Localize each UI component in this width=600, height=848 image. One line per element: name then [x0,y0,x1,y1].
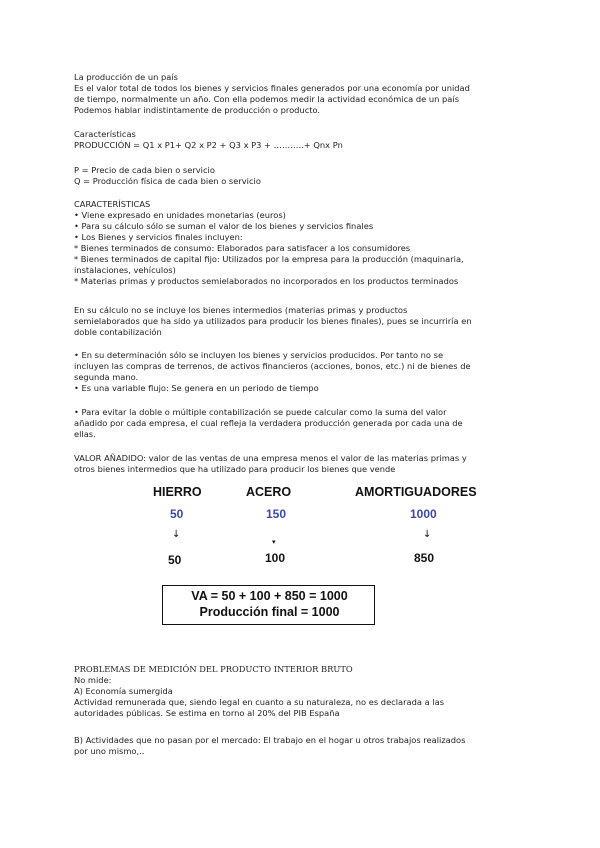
evitar-line-1: • Para evitar la doble o múltiple contabilización se puede calcular como la suma del valor [74,407,447,417]
valor-anadido-section [74,453,534,475]
diagram-va-acero: 100 [265,551,286,565]
intro-line-2: de tiempo, normalmente un año. Con ella podemos medir la actividad económica de un país [74,94,460,104]
intro-title: La producción de un país [74,72,178,82]
problemas-b-section [74,735,534,757]
caracteristicas-section [74,199,534,287]
caracteristicas-line-2: • Para su cálculo sólo se suman el valor de los bienes y servicios finales [74,221,374,231]
intermedios-line-3: doble contabilización [74,327,162,337]
diagram-va-amortiguadores: 850 [414,551,435,565]
evitar-line-3: ellas. [74,429,96,439]
caracteristicas-line-6: instalaciones, vehículos) [74,265,176,275]
intermedios-line-2: semielaborados que ha sido ya utilizados para producir los bienes finales), pues se incurriría en [74,316,472,326]
problemas-line-2: A) Economía sumergida [74,686,173,696]
formula-heading: Características [74,129,136,139]
formula-section [74,129,534,151]
produccion-final-line: Producción final = 1000 [199,605,340,619]
determinacion-line-4: • Es una variable flujo: Se genera en un periodo de tiempo [74,383,319,393]
problemas-line-1: No mide: [74,675,112,685]
caracteristicas-line-4: * Bienes terminados de consumo: Elaborados para satisfacer a los consumidores [74,243,411,253]
diagram-sales-amortiguadores: 1000 [410,507,437,521]
problemas-line-4: autoridades públicas. Se estima en torno al 20% del PIB España [74,708,340,718]
va-summary-box [162,585,375,625]
definitions-section [74,165,534,187]
caracteristicas-heading: CARACTERÍSTICAS [74,199,151,209]
problemas-b-line-1: B) Actividades que no pasan por el mercado: El trabajo en el hogar u otros trabajos realizados [74,735,466,745]
determinacion-section [74,350,534,394]
arrow-down-icon: ↓ [172,529,181,540]
arrow-down-icon: ↓ [423,529,432,540]
intermedios-section [74,305,534,338]
diagram-va-hierro: 50 [168,553,182,567]
valor-anadido-line-2: otros bienes intermedios que ha utilizado para producir los bienes que vende [74,464,396,474]
diagram-label-amortiguadores: AMORTIGUADORES [355,485,477,499]
intermedios-line-1: En su cálculo no se incluye los bienes intermedios (materias primas y productos [74,305,408,315]
va-sum-line: VA = 50 + 100 + 850 = 1000 [191,589,348,603]
caracteristicas-line-3: • Los Bienes y servicios finales incluyen: [74,232,243,242]
determinacion-line-2: incluyen las compras de terrenos, de activos financieros (acciones, bonos, etc.) ni de bienes de [74,361,471,371]
caracteristicas-line-1: • Viene expresado en unidades monetarias (euros) [74,210,286,220]
caracteristicas-line-7: * Materias primas y productos semielaborados no incorporados en los productos terminados [74,276,459,286]
intro-line-1: Es el valor total de todos los bienes y servicios finales generados por una economía por unidad [74,83,470,93]
formula-text: PRODUCCIÓN = Q1 x P1+ Q2 x P2 + Q3 x P3 + ………..+ Qnx Pn [74,140,343,150]
evitar-line-2: añadido por cada empresa, el cual refleja la verdadera producción generada por cada una de [74,418,463,428]
problemas-line-3: Actividad remunerada que, siendo legal en cuanto a su naturaleza, no es declarada a las [74,697,445,707]
problemas-heading: PROBLEMAS DE MEDICIÓN DEL PRODUCTO INTERIOR BRUTO [74,664,353,674]
problemas-b-line-2: por uno mismo,.. [74,746,145,756]
intro-section [74,72,534,116]
definition-q: Q = Producción física de cada bien o servicio [74,176,261,186]
arrow-down-icon: ▾ [272,538,276,546]
intro-line-3: Podemos hablar indistintamente de producción o producto. [74,105,321,115]
valor-anadido-line-1: VALOR AÑADIDO: valor de las ventas de una empresa menos el valor de las materias primas y [74,453,467,463]
caracteristicas-line-5: * Bienes terminados de capital fijo: Utilizados por la empresa para la producción (maquinaria, [74,254,464,264]
diagram-label-hierro: HIERRO [153,485,202,499]
determinacion-line-1: • En su determinación sólo se incluyen los bienes y servicios producidos. Por tanto no se [74,350,444,360]
evitar-section [74,407,534,440]
diagram-sales-hierro: 50 [170,507,184,521]
diagram-sales-acero: 150 [266,507,287,521]
definition-p: P = Precio de cada bien o servicio [74,165,215,175]
problemas-section [74,664,534,719]
diagram-label-acero: ACERO [246,485,292,499]
determinacion-line-3: segunda mano. [74,372,139,382]
